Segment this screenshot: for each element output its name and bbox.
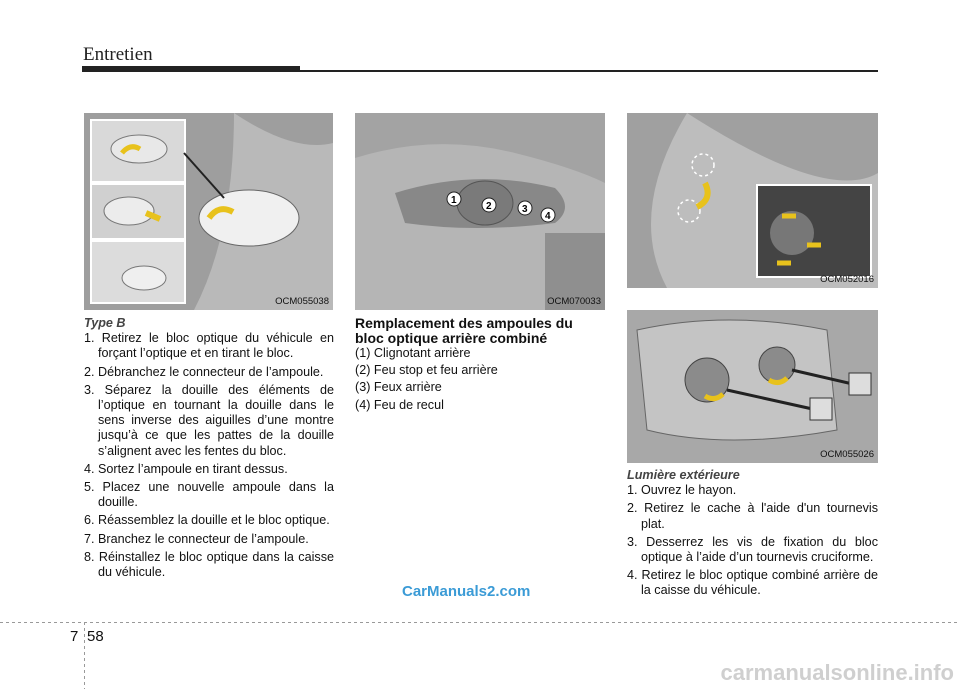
figure-side-lamp-removal	[84, 113, 333, 310]
marker-3: 3	[522, 204, 528, 215]
watermark-carmanuals2[interactable]: CarManuals2.com	[402, 583, 531, 600]
step-list	[84, 331, 334, 580]
column-type-b	[84, 316, 334, 583]
figure-code: OCM055038	[275, 296, 329, 307]
figure-bulb-socket-removal	[627, 310, 878, 463]
list-item: (4) Feu de recul	[355, 397, 444, 412]
section-subheading: Type B	[84, 316, 126, 330]
list-item: 4. Retirez le bloc optique combiné arrière de la caisse du véhicule.	[627, 568, 878, 598]
tailgate-illustration	[627, 113, 878, 288]
figure-tailgate-cover	[627, 113, 878, 288]
list-item: 5. Placez une nouvelle ampoule dans la douille.	[84, 480, 334, 510]
list-item: 3. Desserrez les vis de fixation du bloc optique à l’aide d’un tournevis cruciforme.	[627, 534, 878, 565]
figure-code: OCM055026	[820, 449, 874, 460]
footer-divider-horizontal	[0, 622, 960, 623]
section-subheading: Lumière extérieure	[627, 468, 740, 482]
marker-4: 4	[545, 211, 551, 222]
list-item: 1. Ouvrez le hayon.	[627, 483, 737, 498]
figure-code: OCM052016	[820, 274, 874, 285]
figure-rear-combination-lamp	[355, 113, 605, 310]
section-heading: Remplacement des ampoules du bloc optique arrière combiné	[355, 315, 573, 346]
list-item: 6. Réassemblez la douille et le bloc optique.	[84, 513, 330, 528]
list-item: (2) Feu stop et feu arrière	[355, 363, 498, 378]
header-rule-thin	[300, 70, 878, 72]
list-item: 4. Sortez l’ampoule en tirant dessus.	[84, 461, 288, 476]
footer-divider-vertical	[84, 622, 85, 689]
page-number: 58	[87, 628, 104, 645]
figure-code: OCM070033	[547, 296, 601, 307]
chapter-number: 7	[70, 628, 79, 645]
list-item: (3) Feux arrière	[355, 380, 442, 395]
rear-lamp-illustration	[355, 113, 605, 310]
marker-1: 1	[451, 195, 457, 206]
header-rule-thick	[82, 66, 300, 72]
list-item: (1) Clignotant arrière	[355, 346, 471, 360]
list-item: 2. Retirez le cache à l'aide d'un tournevis plat.	[627, 501, 878, 531]
page-header-title: Entretien	[83, 44, 153, 65]
list-item: 2. Débranchez le connecteur de l’ampoule.	[84, 364, 324, 379]
bulb-list	[355, 346, 605, 413]
side-lamp-illustration	[84, 113, 333, 310]
column-rear-combination	[355, 316, 605, 415]
list-item: 3. Séparez la douille des éléments de l’optique en tournant la douille dans le sens inverse des aiguilles d’une montre jusqu’à ce que les pattes de la douille s’alignent avec les fentes du bloc.	[84, 382, 334, 458]
list-item: 7. Branchez le connecteur de l’ampoule.	[84, 531, 309, 546]
bulb-socket-illustration	[627, 310, 878, 463]
site-watermark[interactable]: carmanualsonline.info	[720, 660, 954, 685]
marker-2: 2	[486, 201, 492, 212]
list-item: 8. Réinstallez le bloc optique dans la caisse du véhicule.	[84, 549, 334, 580]
step-list	[627, 483, 878, 598]
list-item: 1. Retirez le bloc optique du véhicule en forçant l’optique et en tirant le bloc.	[84, 331, 334, 361]
column-exterior-light	[627, 468, 878, 602]
